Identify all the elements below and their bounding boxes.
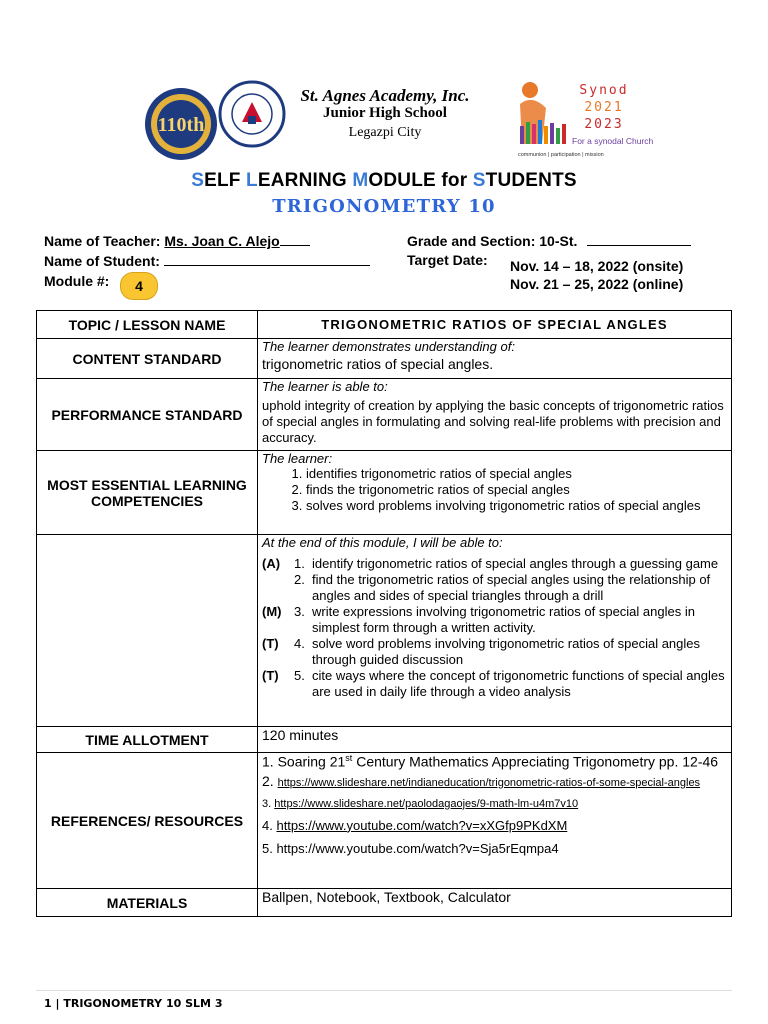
topic-label: TOPIC / LESSON NAME — [37, 311, 258, 339]
objectives-label-cell — [37, 535, 258, 727]
melc-cell — [258, 451, 732, 535]
content-value: trigonometric ratios of special angles. — [262, 356, 494, 372]
materials-value: Ballpen, Notebook, Textbook, Calculator — [258, 889, 732, 917]
module-label: Module #: — [44, 273, 110, 289]
target-date-2: Nov. 21 – 25, 2022 (online) — [510, 276, 684, 292]
list-item: 2. finds the trigonometric ratios of special angles — [306, 482, 727, 498]
list-item: (M) 3. write expressions involving trigonometric ratios of special angles in simplest form through a written activity. — [262, 604, 695, 635]
lesson-table — [36, 310, 732, 917]
page-footer: 1 | TRIGONOMETRY 10 SLM 3 — [44, 997, 223, 1010]
anniversary-logo — [140, 84, 222, 164]
synod-subtitle: communion | participation | mission — [518, 152, 604, 158]
synod-title: Synod — [579, 83, 629, 98]
content-standard-label: CONTENT STANDARD — [37, 339, 258, 379]
student-row — [44, 252, 370, 269]
synod-year-1: 2021 — [584, 100, 624, 115]
grade-label: Grade and Section: 10-St. — [407, 233, 578, 249]
target-date-1: Nov. 14 – 18, 2022 (onsite) — [510, 258, 684, 274]
module-number-badge: 4 — [120, 272, 158, 300]
reference-1: 1. Soaring 21st Century Mathematics Appreciating Trigonometry pp. 12-46 — [262, 753, 719, 770]
reference-4-link[interactable]: https://www.youtube.com/watch?v=xXGfp9PKdXM — [276, 817, 568, 833]
teacher-label: Name of Teacher: — [44, 233, 161, 249]
reference-3-link[interactable]: https://www.slideshare.net/paolodagaojes/9-math-lm-u4m7v10 — [274, 797, 579, 810]
objectives-intro: At the end of this module, I will be able to: — [262, 535, 503, 550]
melc-intro: The learner: — [262, 451, 333, 466]
school-city: Legazpi City — [348, 125, 422, 140]
content-standard-cell — [258, 339, 732, 379]
list-item: 2. find the trigonometric ratios of special angles using the relationship of angles and sides of special triangles through a drill — [294, 572, 711, 603]
footer-divider — [36, 990, 732, 991]
synod-tagline: For a synodal Church — [572, 136, 654, 146]
materials-label: MATERIALS — [37, 889, 258, 917]
melc-label: MOST ESSENTIAL LEARNING COMPETENCIES — [37, 451, 258, 535]
performance-standard-cell — [258, 379, 732, 451]
table-row — [37, 339, 732, 379]
time-allotment-label: TIME ALLOTMENT — [37, 727, 258, 753]
reference-5[interactable]: 5. https://www.youtube.com/watch?v=Sja5rEqmpa4 — [262, 840, 559, 856]
time-allotment-value: 120 minutes — [258, 727, 732, 753]
table-row — [37, 727, 732, 753]
table-row — [37, 451, 732, 535]
page-number: 1 — [44, 997, 52, 1010]
reference-3: 3. https://www.slideshare.net/paolodagaojes/9-math-lm-u4m7v10 — [262, 797, 579, 810]
content-intro: The learner demonstrates understanding of: — [262, 339, 515, 354]
student-label: Name of Student: — [44, 253, 160, 269]
grade-row — [407, 232, 691, 249]
teacher-value: Ms. Joan C. Alejo — [164, 233, 280, 249]
school-name: St. Agnes Academy, Inc. — [300, 86, 470, 105]
table-row — [37, 753, 732, 889]
references-cell — [258, 753, 732, 889]
reference-2: 2. https://www.slideshare.net/indianeducation/trigonometric-ratios-of-some-special-angles — [262, 772, 701, 789]
table-row — [37, 311, 732, 339]
performance-intro: The learner is able to: — [262, 379, 388, 394]
list-item: (A) 1. identify trigonometric ratios of special angles through a guessing game — [262, 556, 719, 571]
table-row — [37, 535, 732, 727]
table-row — [37, 889, 732, 917]
performance-standard-label: PERFORMANCE STANDARD — [37, 379, 258, 451]
reference-4: 4. https://www.youtube.com/watch?v=xXGfp9PKdXM — [262, 817, 568, 833]
footer-text: TRIGONOMETRY 10 SLM 3 — [63, 997, 223, 1010]
topic-value: TRIGONOMETRIC RATIOS OF SPECIAL ANGLES — [258, 311, 732, 339]
list-item: 1. identifies trigonometric ratios of special angles — [306, 466, 727, 482]
module-title: SELF LEARNING MODULE for STUDENTS — [191, 170, 577, 191]
list-item: (T) 5. cite ways where the concept of trigonometric functions of special angles are used in daily life through a video analysis — [262, 668, 725, 699]
objectives-cell — [258, 535, 732, 727]
student-blank[interactable] — [164, 252, 370, 266]
reference-2-link[interactable]: https://www.slideshare.net/indianeducation/trigonometric-ratios-of-some-special-angles — [277, 776, 701, 789]
performance-value: uphold integrity of creation by applying the basic concepts of trigonometric ratios of special angles in formulating and solving real-life problems with precision and accuracy. — [262, 398, 724, 445]
synod-logo — [512, 74, 654, 160]
references-label: REFERENCES/ RESOURCES — [37, 753, 258, 889]
list-item: 3. solves word problems involving trigonometric ratios of special angles — [306, 498, 727, 514]
list-item: (T) 4. solve word problems involving trigonometric ratios of special angles through guided discussion — [262, 636, 701, 667]
logo-text: 110th — [157, 114, 205, 136]
synod-year-2: 2023 — [584, 117, 624, 132]
school-level: Junior High School — [323, 105, 447, 121]
teacher-row — [44, 232, 310, 249]
table-row — [37, 379, 732, 451]
subject-title: TRIGONOMETRY 10 — [272, 196, 496, 217]
grade-blank[interactable] — [587, 232, 691, 246]
target-label: Target Date: — [407, 252, 488, 268]
